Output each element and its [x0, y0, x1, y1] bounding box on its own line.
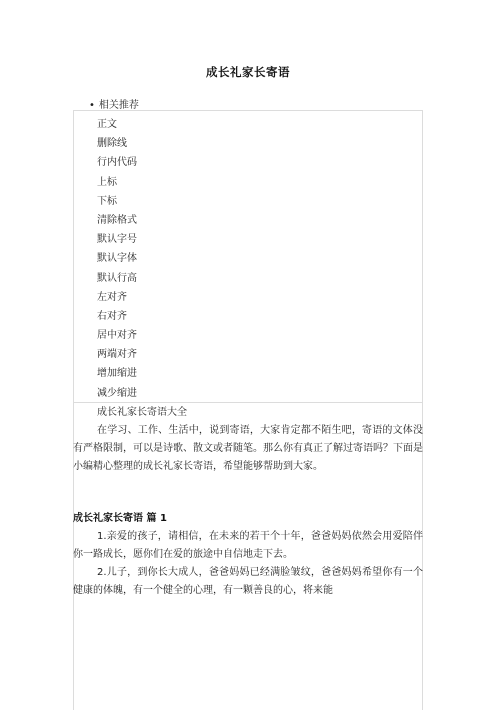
intro-paragraph: 在学习、工作、生活中，说到寄语，大家肯定都不陌生吧，寄语的文体没有严格限制，可以是诗歌、散文或者随笔。那么你有真正了解过寄语吗？下面是小编精心整理的成长礼家长寄语，希望能够帮助到大家。	[73, 425, 423, 472]
page-title: 成长礼家长寄语	[206, 65, 290, 79]
menu-item-inline-code[interactable]: 行内代码	[97, 157, 137, 169]
menu-item-indent[interactable]: 增加缩进	[97, 368, 137, 380]
menu-item-justify[interactable]: 两端对齐	[97, 349, 137, 361]
section-heading: 成长礼家长寄语 篇 1	[73, 513, 167, 524]
format-menu	[97, 115, 137, 403]
bullet-icon: •	[89, 100, 95, 111]
menu-item-subscript[interactable]: 下标	[97, 195, 117, 207]
menu-item-outdent[interactable]: 减少缩进	[97, 387, 137, 399]
menu-item-align-center[interactable]: 居中对齐	[97, 330, 137, 342]
menu-item-default-font-size[interactable]: 默认字号	[97, 234, 137, 246]
menu-item-body-text[interactable]: 正文	[97, 119, 117, 130]
menu-item-align-left[interactable]: 左对齐	[97, 291, 127, 303]
menu-item-clear-format[interactable]: 清除格式	[97, 214, 137, 226]
related-label[interactable]: 相关推荐	[98, 100, 139, 111]
menu-item-superscript[interactable]: 上标	[97, 176, 117, 188]
menu-item-align-right[interactable]: 右对齐	[97, 310, 127, 322]
menu-item-default-line-height[interactable]: 默认行高	[97, 272, 137, 284]
menu-item-default-font[interactable]: 默认字体	[97, 253, 137, 265]
body-paragraph-2: 2.儿子，到你长大成人，爸爸妈妈已经满脸皱纹，爸爸妈妈希望你有一个健康的体魄，有一个健全的心理，有一颗善良的心，将来能	[73, 567, 423, 596]
related-recommendations[interactable]	[89, 96, 139, 111]
menu-item-strikethrough[interactable]: 删除线	[97, 138, 127, 150]
body-paragraph-1: 1.亲爱的孩子，请相信，在未来的若干个十年，爸爸妈妈依然会用爱陪伴你一路成长，愿你们在爱的旅途中自信地走下去。	[73, 531, 423, 560]
spacer	[73, 476, 423, 510]
article-body	[73, 404, 423, 600]
article-subtitle: 成长礼家长寄语大全	[97, 407, 187, 418]
